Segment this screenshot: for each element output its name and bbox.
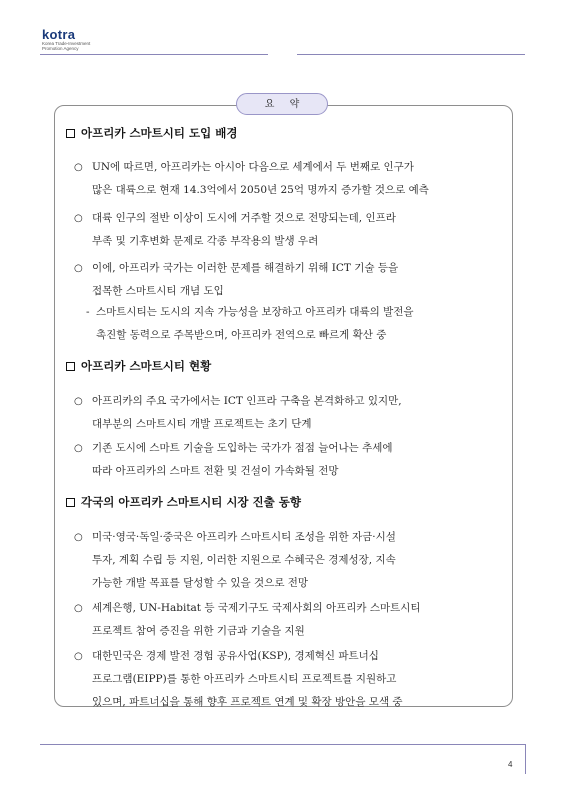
footer-divider — [40, 744, 526, 745]
section-heading-3: 각국의 아프리카 스마트시티 시장 진출 동향 — [66, 494, 301, 510]
header-divider-left — [40, 54, 268, 55]
checkbox-icon — [66, 362, 75, 371]
list-item: ○ 기존 도시에 스마트 기술을 도입하는 국가가 점점 늘어나는 추세에 따라 아프리카의 스마트 전환 및 건설이 가속화될 전망 — [74, 437, 504, 483]
sub-list-item: - 스마트시티는 도시의 지속 가능성을 보장하고 아프리카 대륙의 발전을 촉진할 동력으로 주목받으며, 아프리카 전역으로 빠르게 확산 중 — [86, 301, 506, 347]
circle-bullet-icon: ○ — [74, 162, 83, 173]
list-item: ○ 세계은행, UN-Habitat 등 국제기구도 국제사회의 아프리카 스마트시티 프로젝트 참여 증진을 위한 기금과 기술을 지원 — [74, 597, 504, 643]
circle-bullet-icon: ○ — [74, 603, 83, 614]
list-item: ○ 아프리카의 주요 국가에서는 ICT 인프라 구축을 본격화하고 있지만, 대부분의 스마트시티 개발 프로젝트는 초기 단계 — [74, 390, 504, 436]
list-item: ○ 대한민국은 경제 발전 경험 공유사업(KSP), 경제혁신 파트너십 프로그램(EIPP)를 통한 아프리카 스마트시티 프로젝트를 지원하고 있으며, 파트너십을 통해 향후 프로젝트 연계 및 확장 방안을 모색 중 — [74, 645, 504, 714]
section-heading-2: 아프리카 스마트시티 현황 — [66, 358, 211, 374]
circle-bullet-icon: ○ — [74, 396, 83, 407]
kotra-logo — [42, 28, 102, 51]
footer-divider-tick — [525, 744, 526, 774]
logo-subtitle: Korea Trade-Investment Promotion Agency — [42, 41, 91, 51]
list-item: ○ 대륙 인구의 절반 이상이 도시에 거주할 것으로 전망되는데, 인프라 부족 및 기후변화 문제로 각종 부작용의 발생 우려 — [74, 207, 504, 253]
logo-wordmark: kotra — [42, 27, 76, 42]
circle-bullet-icon: ○ — [74, 532, 83, 543]
checkbox-icon — [66, 129, 75, 138]
header-divider-right — [297, 54, 525, 55]
circle-bullet-icon: ○ — [74, 443, 83, 454]
list-item: ○ 이에, 아프리카 국가는 이러한 문제를 해결하기 위해 ICT 기술 등을 접목한 스마트시티 개념 도입 — [74, 257, 504, 303]
circle-bullet-icon: ○ — [74, 213, 83, 224]
list-item: ○ 미국·영국·독일·중국은 아프리카 스마트시티 조성을 위한 자금·시설 투자, 계획 수립 등 지원, 이러한 지원으로 수혜국은 경제성장, 지속 가능한 개발 목표를 달성할 수 있을 것으로 전망 — [74, 526, 504, 595]
list-item: ○ UN에 따르면, 아프리카는 아시아 다음으로 세계에서 두 번째로 인구가 많은 대륙으로 현재 14.3억에서 2050년 25억 명까지 증가할 것으로 예측 — [74, 156, 504, 202]
page-number: 4 — [508, 760, 513, 769]
circle-bullet-icon: ○ — [74, 651, 83, 662]
checkbox-icon — [66, 498, 75, 507]
dash-bullet: - — [86, 306, 90, 318]
circle-bullet-icon: ○ — [74, 263, 83, 274]
summary-title-badge: 요 약 — [236, 93, 328, 115]
section-heading-1: 아프리카 스마트시티 도입 배경 — [66, 125, 237, 141]
